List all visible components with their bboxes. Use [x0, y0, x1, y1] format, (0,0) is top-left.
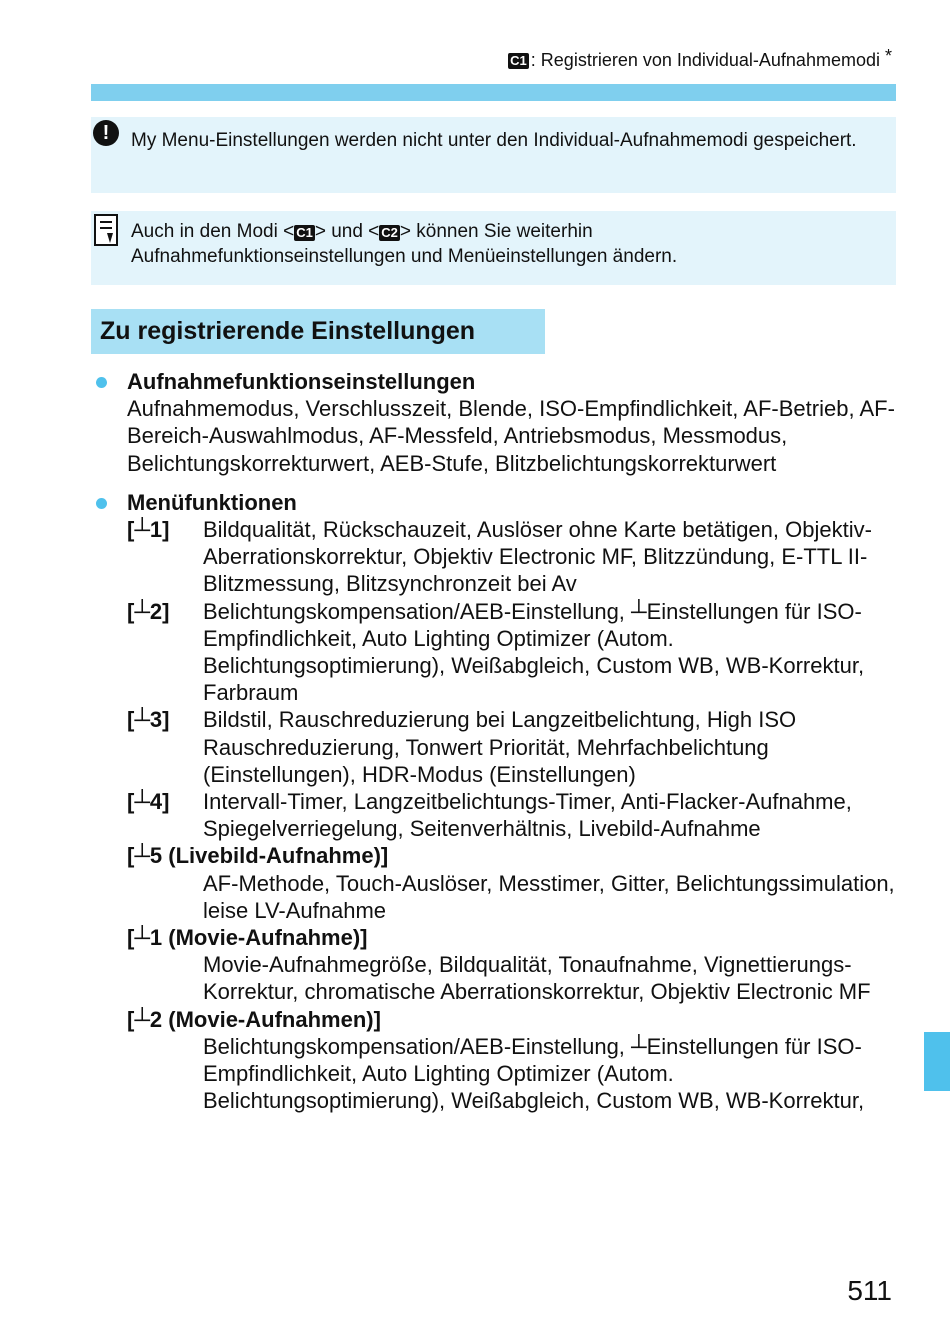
running-header	[508, 46, 892, 71]
sub-item-head: [┴1 (Movie-Aufnahme)]	[127, 925, 368, 951]
note-line1-pre: Auch in den Modi <	[131, 221, 295, 242]
bullet-shooting-title: Aufnahmefunktionseinstellungen	[127, 369, 476, 394]
caution-text: My Menu-Einstellungen werden nicht unter den Individual-Aufnahmemodi gespeichert.	[131, 130, 857, 151]
sub-item-desc: Belichtungskompensation/AEB-Einstellung, ┴Einstellungen für ISO-Empfindlichkeit, Auto Lighting Optimizer (Autom. Belichtungsoptimierung), Weißabgleich, Custom WB, WB-Korrektur,	[203, 1033, 865, 1114]
header-bar	[91, 84, 896, 101]
sub-item-desc: AF-Methode, Touch-Auslöser, Messtimer, Gitter, Belichtungssimulation, leise LV-Aufnahme	[203, 870, 895, 923]
bullet-shooting-text: Aufnahmemodus, Verschlusszeit, Blende, ISO-Empfindlichkeit, AF-Betrieb, AF-Bereich-Auswahlmodus, AF-Messfeld, Antriebsmodus, Messmodus, Belichtungskorrekturwert, AEB-Stufe, Blitzbelichtungskorrekturwert	[127, 396, 895, 476]
section-title: Zu registrierende Einstellungen	[91, 309, 545, 354]
bullet-menu-title: Menüfunktionen	[127, 489, 297, 515]
bullet-shooting	[0, 368, 950, 477]
sub-item-desc: Movie-Aufnahmegröße, Bildqualität, Tonaufnahme, Vignettierungs-Korrektur, chromatische Aberrationskorrektur, Objektiv Electronic MF	[203, 952, 871, 1005]
page-number: 511	[847, 1275, 892, 1306]
bullet-dot	[96, 377, 107, 388]
menu-tag: [┴4]	[127, 789, 170, 815]
chapter-thumb-tab	[924, 1032, 950, 1091]
menu-tag: [┴2]	[127, 598, 170, 624]
caution-icon: !	[93, 120, 119, 146]
memo-icon	[93, 213, 119, 247]
menu-desc: Intervall-Timer, Langzeitbelichtungs-Timer, Anti-Flacker-Aufnahme, Spiegelverriegelung, Seitenverhältnis, Livebild-Aufnahme	[203, 789, 852, 842]
note-line1-post: > können Sie weiterhin	[399, 221, 593, 242]
note-text	[131, 219, 876, 269]
header-title: : Registrieren von Individual-Aufnahmemodi	[530, 50, 880, 70]
menu-item	[0, 516, 950, 598]
note-line1-mid: > und <	[314, 221, 380, 242]
custom-mode-c2-icon: C2	[381, 225, 398, 240]
menu-desc: Bildstil, Rauschreduzierung bei Langzeitbelichtung, High ISO Rauschreduzierung, Tonwert Priorität, Mehrfachbelichtung (Einstellungen), HDR-Modus (Einstellungen)	[203, 707, 797, 787]
header-star: *	[884, 46, 892, 66]
menu-desc: Bildqualität, Rückschauzeit, Auslöser ohne Karte betätigen, Objektiv-Aberrationskorrektur, Objektiv Electronic MF, Blitzzündung, E-TTL II-Blitzmessung, Blitzsynchronzeit bei Av	[203, 517, 872, 597]
sub-item-head: [┴2 (Movie-Aufnahmen)]	[127, 1006, 381, 1032]
custom-mode-c1-icon: C1	[510, 52, 527, 68]
menu-tag: [┴1]	[127, 517, 170, 543]
note-box	[91, 211, 896, 285]
menu-item	[0, 598, 950, 707]
caution-box	[91, 117, 896, 193]
note-line2: Aufnahmefunktionseinstellungen und Menüeinstellungen ändern.	[131, 246, 678, 267]
menu-item	[0, 706, 950, 788]
custom-mode-c1-icon: C1	[296, 225, 313, 240]
content-body	[0, 368, 950, 1114]
bullet-dot	[96, 498, 107, 509]
sub-item-head: [┴5 (Livebild-Aufnahme)]	[127, 843, 389, 869]
menu-desc: Belichtungskompensation/AEB-Einstellung, ┴Einstellungen für ISO-Empfindlichkeit, Auto Lighting Optimizer (Autom. Belichtungsoptimierung), Weißabgleich, Custom WB, WB-Korrektur, Farbraum	[203, 598, 865, 706]
bullet-menu	[0, 489, 950, 516]
menu-item	[0, 788, 950, 842]
menu-tag: [┴3]	[127, 707, 170, 733]
